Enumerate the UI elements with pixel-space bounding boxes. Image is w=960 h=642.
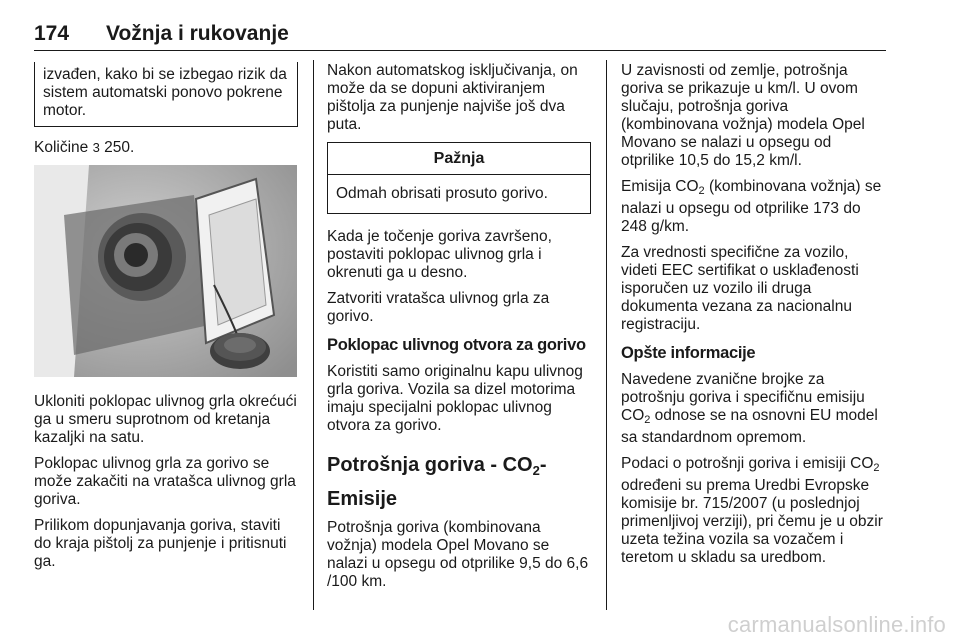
km-per-liter-paragraph: U zavisnosti od zemlje, potrošnja goriva se prikazuje u km/l. U ovom slučaju, potrošnja goriva (kombinovana vožnja) modela Opel Movano se nalazi u opsegu od otprilike 10,5 do 15,2 km/l. <box>621 62 865 169</box>
column-divider-1 <box>313 60 314 610</box>
official-subscript: 2 <box>644 414 651 426</box>
warning-title: Pažnja <box>328 143 590 175</box>
heading-text: Potrošnja goriva - CO <box>327 454 533 476</box>
co2-text-a: Emisija CO <box>621 178 699 195</box>
official-text-b: odnose se na osnovni EU model sa standardnom opremom. <box>621 407 878 446</box>
general-info-heading: Opšte informacije <box>621 344 756 362</box>
consumption-range-paragraph: Potrošnja goriva (kombinovana vožnja) modela Opel Movano se nalazi u opsegu od otprilike 9,5 do 6,6 /100 km. <box>327 519 589 590</box>
note-text: izvađen, kako bi se izbegao rizik da sistem automatski ponovo pokrene motor. <box>43 66 287 119</box>
refill-paragraph: Nakon automatskog isključivanja, on može da se dopuni aktiviranjem pištolja za punjenje najviše još dva puta. <box>327 62 578 133</box>
column-divider-2 <box>606 60 607 610</box>
heading-dash: - <box>539 454 547 476</box>
vehicle-specific-paragraph: Za vrednosti specifične za vozilo, videti EEC sertifikat o usklađenosti isporučen uz vozilo ili druga dokumenta vezana za nacionalnu registraciju. <box>621 244 859 333</box>
quantities-reference <box>34 139 298 157</box>
hang-cap-paragraph: Poklopac ulivnog grla za gorivo se može zakačiti na vratašca ulivnog grla goriva. <box>34 455 296 508</box>
close-door-paragraph: Zatvoriti vratašca ulivnog grla za gorivo. <box>327 290 550 325</box>
quantities-page-link[interactable]: 250. <box>104 139 135 156</box>
refuel-paragraph: Prilikom dopunjavanja goriva, staviti do kraja pištolj za punjenje i pritisnuti ga. <box>34 517 287 570</box>
regulation-text-a: Podaci o potrošnji goriva i emisiji CO <box>621 455 874 472</box>
regulation-subscript: 2 <box>873 462 880 474</box>
co2-emission-paragraph <box>621 178 887 236</box>
regulation-text-b: određeni su prema Uredbi Evropske komisije br. 715/2007 (u poslednjoj primenljivoj verziji), pri čemu je u obzir uzeta težina vozila sa vozačem i teretom u skladu sa uredbom. <box>621 477 883 566</box>
co2-subscript: 2 <box>698 185 705 197</box>
column-2 <box>327 62 591 599</box>
co2-text-b: (kombinovana vožnja) se nalazi u opsegu od otprilike 173 do 248 g/km. <box>621 178 882 235</box>
fuel-cap-heading: Poklopac ulivnog otvora za gorivo <box>327 336 586 354</box>
regulation-paragraph <box>621 455 887 567</box>
quantities-label: Količine <box>34 139 89 156</box>
fuel-consumption-heading <box>327 451 591 513</box>
heading-text-line2: Emisije <box>327 488 398 510</box>
column-3 <box>621 62 887 575</box>
watermark: carmanualsonline.info <box>727 612 946 637</box>
fuel-filler-cap-photo <box>34 165 297 377</box>
warning-text: Odmah obrisati prosuto gorivo. <box>336 185 548 202</box>
official-figures-paragraph <box>621 371 887 447</box>
reference-arrow-icon: 3 <box>92 140 100 155</box>
heading-subscript: 2 <box>532 463 540 478</box>
warning-box <box>327 142 591 214</box>
continued-note-box <box>34 62 298 127</box>
header-divider <box>34 50 886 51</box>
close-cap-paragraph: Kada je točenje goriva završeno, postaviti poklopac ulivnog grla i okrenuti ga u desno. <box>327 228 552 281</box>
official-text-a: Navedene zvanične brojke za potrošnju goriva i specifičnu emisiju CO <box>621 371 865 424</box>
page-number: 174 <box>34 22 70 45</box>
page-header <box>34 22 886 50</box>
original-cap-paragraph: Koristiti samo originalnu kapu ulivnog grla goriva. Vozila sa dizel motorima imaju specijalni poklopac ulivnog otvora za gorivo. <box>327 363 583 434</box>
remove-cap-paragraph: Ukloniti poklopac ulivnog grla okrećući ga u smeru suprotnom od kretanja kazaljki na satu. <box>34 393 297 446</box>
column-1 <box>34 62 298 579</box>
page-title: Vožnja i rukovanje <box>106 22 289 45</box>
